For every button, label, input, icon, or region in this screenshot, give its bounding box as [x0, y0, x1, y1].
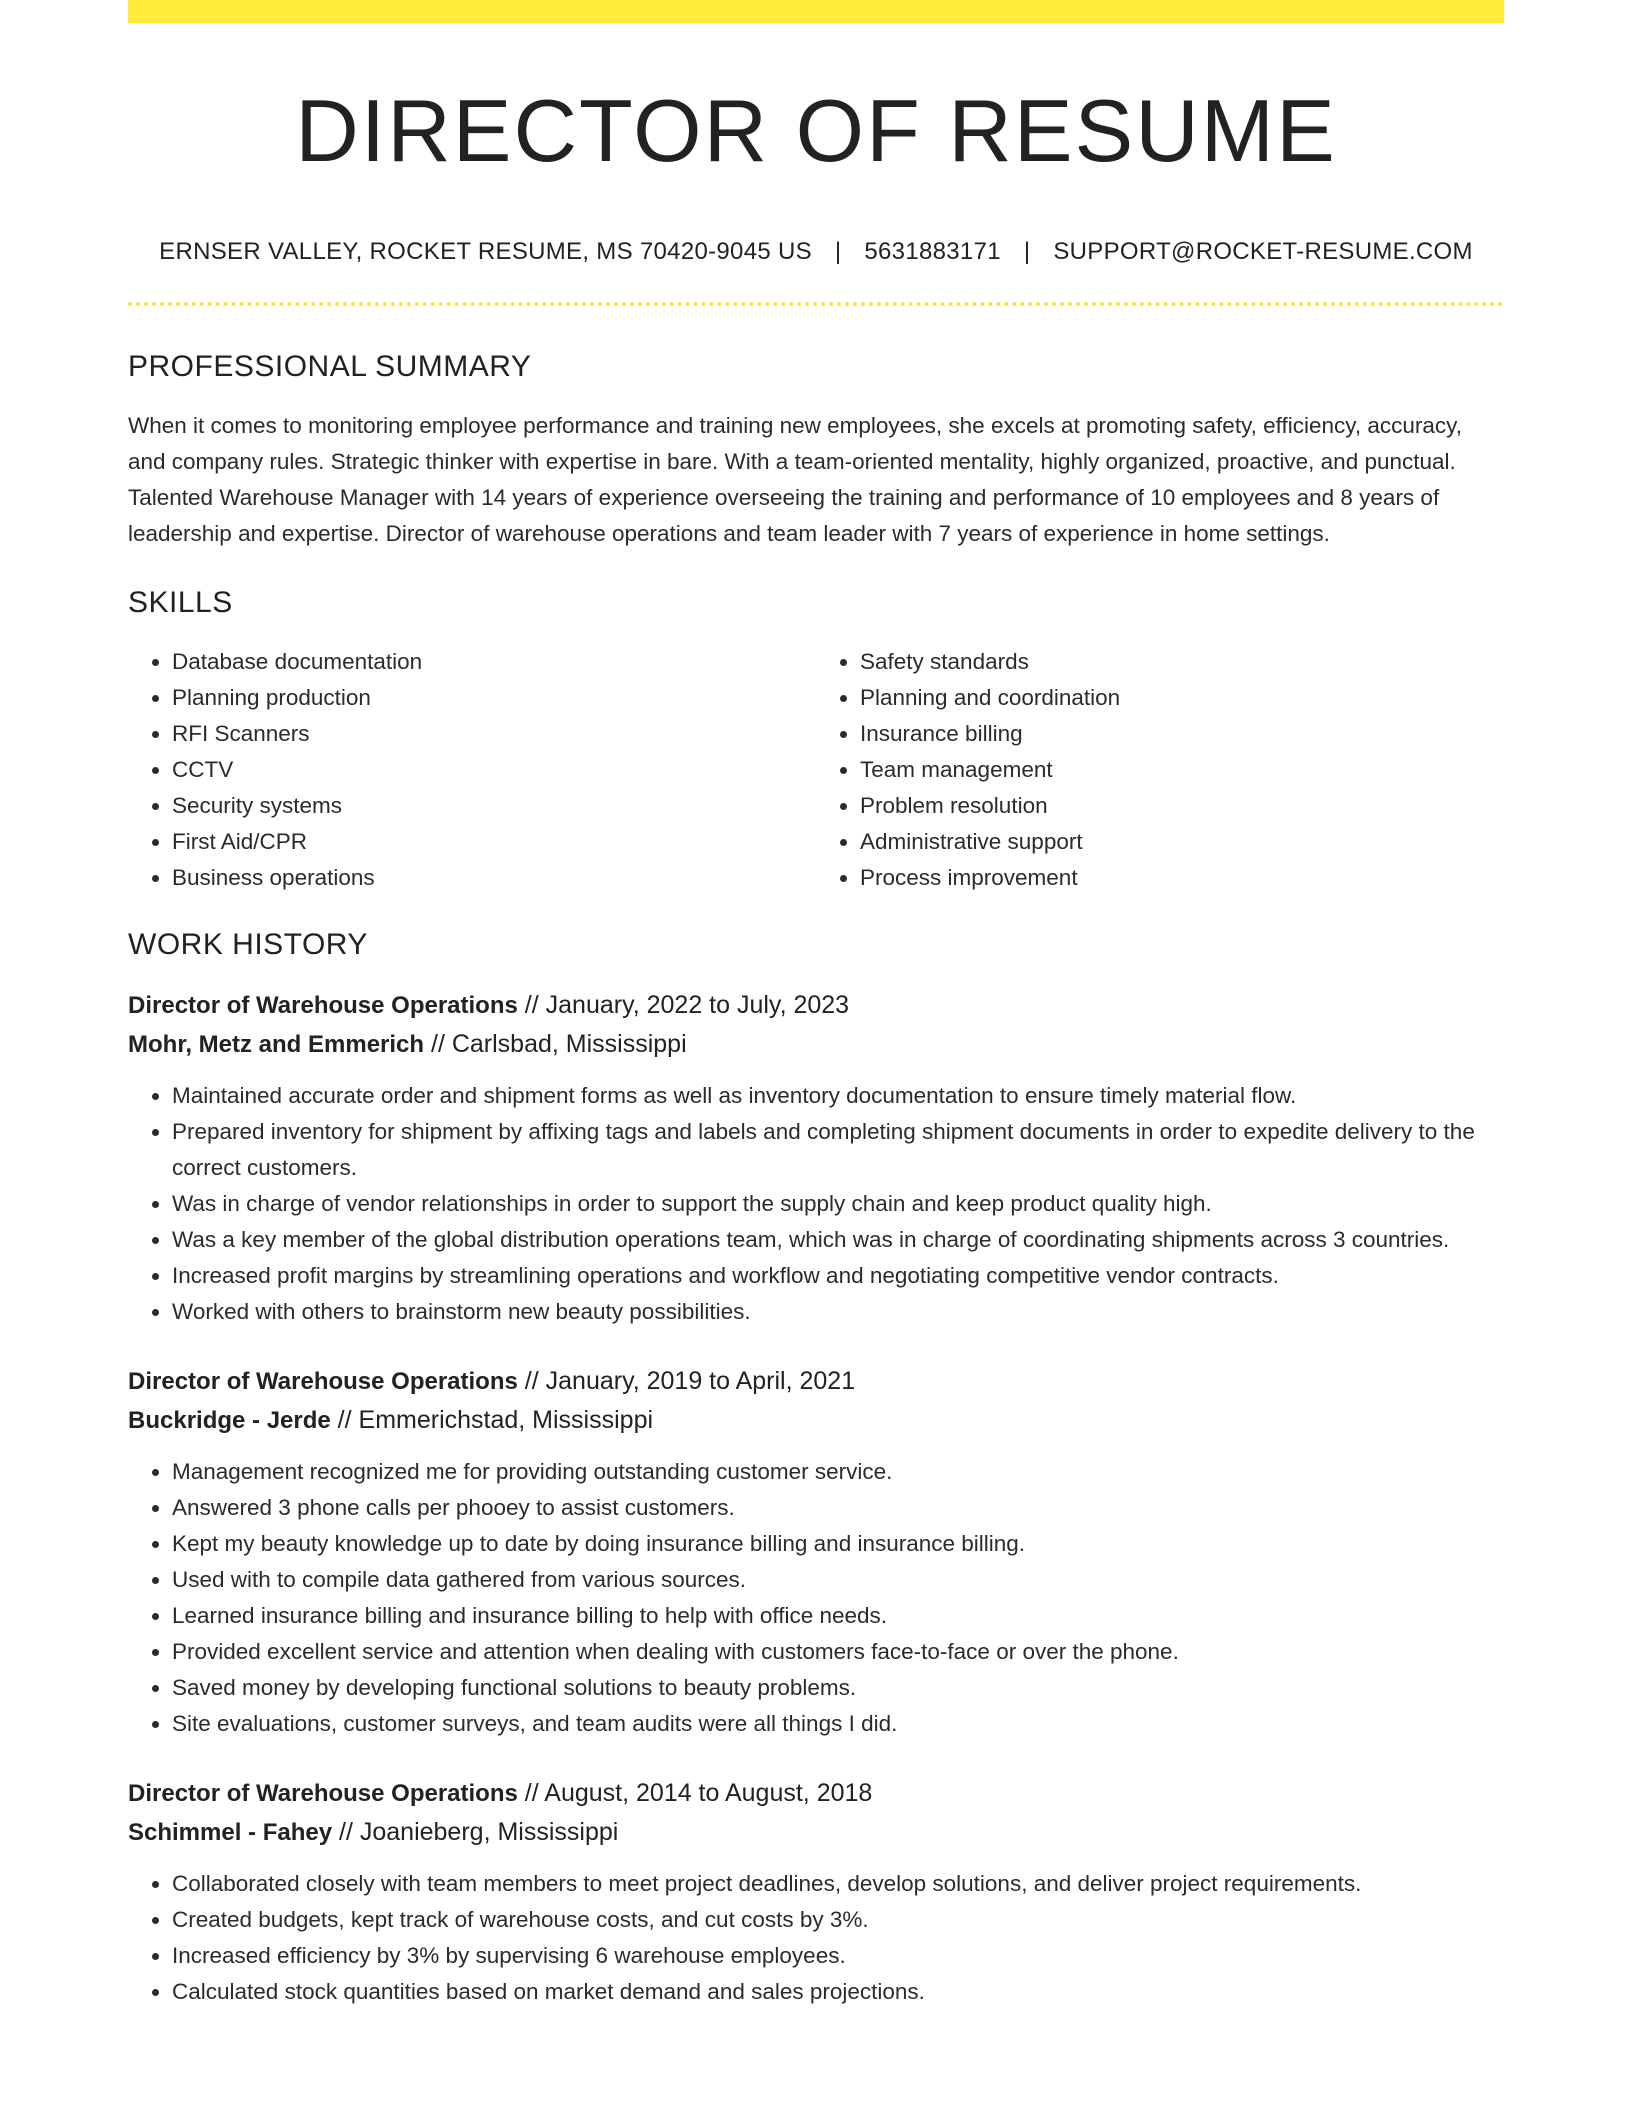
summary-heading: PROFESSIONAL SUMMARY — [128, 349, 532, 383]
skill-item: • CCTV — [172, 752, 816, 788]
skill-item: • Planning and coordination — [860, 680, 1504, 716]
skill-item: • Process improvement — [860, 860, 1504, 896]
job-entry — [128, 1774, 1504, 2010]
top-accent-bar — [128, 0, 1504, 23]
job-company-line — [128, 1025, 1504, 1064]
skills-left-list — [128, 644, 816, 896]
skill-item: • Security systems — [172, 788, 816, 824]
job-location: // Emmerichstad, Mississippi — [330, 1405, 654, 1434]
job-title: Director of Warehouse Operations — [128, 991, 518, 1019]
job-location: // Carlsbad, Mississippi — [424, 1029, 687, 1058]
job-company: Mohr, Metz and Emmerich — [128, 1030, 425, 1058]
job-bullet: • Saved money by developing functional solutions to beauty problems. — [172, 1670, 1504, 1706]
job-bullets — [128, 1866, 1504, 2010]
skill-item: • Safety standards — [860, 644, 1504, 680]
work-history-heading: WORK HISTORY — [128, 927, 368, 961]
resume-page — [128, 0, 1504, 2010]
skill-item: • RFI Scanners — [172, 716, 816, 752]
skills-columns — [128, 644, 1504, 896]
job-bullet: • Created budgets, kept track of warehouse costs, and cut costs by 3%. — [172, 1902, 1504, 1938]
dotted-divider — [128, 302, 1504, 306]
job-bullet: • Calculated stock quantities based on market demand and sales projections. — [172, 1974, 1504, 2010]
job-dates: // January, 2019 to April, 2021 — [517, 1366, 856, 1395]
job-company-line — [128, 1401, 1504, 1440]
job-bullet: • Answered 3 phone calls per phooey to assist customers. — [172, 1490, 1504, 1526]
skill-item: • Team management — [860, 752, 1504, 788]
job-location: // Joanieberg, Mississippi — [332, 1817, 619, 1846]
skill-item: • Business operations — [172, 860, 816, 896]
job-bullet: • Learned insurance billing and insurance billing to help with office needs. — [172, 1598, 1504, 1634]
job-bullet: • Used with to compile data gathered from various sources. — [172, 1562, 1504, 1598]
job-bullet: • Management recognized me for providing outstanding customer service. — [172, 1454, 1504, 1490]
job-bullet: • Site evaluations, customer surveys, and team audits were all things I did. — [172, 1706, 1504, 1742]
job-title: Director of Warehouse Operations — [128, 1367, 518, 1395]
job-entry — [128, 1362, 1504, 1742]
job-bullet: • Was in charge of vendor relationships in order to support the supply chain and keep product quality high. — [172, 1186, 1504, 1222]
job-company: Schimmel - Fahey — [128, 1818, 333, 1846]
skill-item: • Planning production — [172, 680, 816, 716]
skills-section — [128, 586, 1504, 896]
skill-item: • Administrative support — [860, 824, 1504, 860]
skills-heading: SKILLS — [128, 585, 233, 619]
job-company-line — [128, 1813, 1504, 1852]
job-bullet: • Collaborated closely with team members to meet project deadlines, develop solutions, and deliver project requirements. — [172, 1866, 1504, 1902]
job-dates: // January, 2022 to July, 2023 — [517, 990, 850, 1019]
resume-name: DIRECTOR OF RESUME — [295, 81, 1337, 180]
job-bullet: • Worked with others to brainstorm new beauty possibilities. — [172, 1294, 1504, 1330]
job-entry — [128, 986, 1504, 1330]
skill-item: • Database documentation — [172, 644, 816, 680]
job-dates: // August, 2014 to August, 2018 — [517, 1778, 873, 1807]
contact-separator: | — [1023, 237, 1031, 265]
contact-separator: | — [834, 237, 842, 265]
job-bullet: • Increased efficiency by 3% by supervising 6 warehouse employees. — [172, 1938, 1504, 1974]
job-bullet: • Was a key member of the global distribution operations team, which was in charge of coordinating shipments across 3 countries. — [172, 1222, 1504, 1258]
job-bullet: • Increased profit margins by streamlining operations and workflow and negotiating competitive vendor contracts. — [172, 1258, 1504, 1294]
skill-item: • Insurance billing — [860, 716, 1504, 752]
contact-line — [128, 238, 1504, 266]
job-title-line — [128, 986, 1504, 1025]
job-bullets — [128, 1078, 1504, 1330]
job-company: Buckridge - Jerde — [128, 1406, 331, 1434]
job-bullets — [128, 1454, 1504, 1742]
job-title-line — [128, 1362, 1504, 1401]
skill-item: • Problem resolution — [860, 788, 1504, 824]
work-history-section — [128, 928, 1504, 2010]
job-bullet: • Provided excellent service and attention when dealing with customers face-to-face or over the phone. — [172, 1634, 1504, 1670]
summary-section — [128, 350, 1504, 552]
job-title-line — [128, 1774, 1504, 1813]
contact-phone: 5631883171 — [864, 237, 1001, 265]
job-bullet: • Prepared inventory for shipment by affixing tags and labels and completing shipment documents in order to expedite delivery to the correct customers. — [172, 1114, 1504, 1186]
summary-text: When it comes to monitoring employee performance and training new employees, she excels at promoting safety, efficiency, accuracy, and company rules. Strategic thinker with expertise in bare. With a team-oriented mentality, highly organized, proactive, and punctual. Talented Warehouse Manager with 14 years of experience overseeing the training and performance of 10 employees and 8 years of leadership and expertise. Director of warehouse operations and team leader with 7 years of experience in home settings. — [128, 412, 1462, 546]
contact-address: ERNSER VALLEY, ROCKET RESUME, MS 70420-9045 US — [159, 237, 812, 265]
contact-email: SUPPORT@ROCKET-RESUME.COM — [1053, 237, 1473, 265]
skill-item: • First Aid/CPR — [172, 824, 816, 860]
job-bullet: • Maintained accurate order and shipment forms as well as inventory documentation to ensure timely material flow. — [172, 1078, 1504, 1114]
job-bullet: • Kept my beauty knowledge up to date by doing insurance billing and insurance billing. — [172, 1526, 1504, 1562]
skills-right-list — [816, 644, 1504, 896]
job-title: Director of Warehouse Operations — [128, 1779, 518, 1807]
